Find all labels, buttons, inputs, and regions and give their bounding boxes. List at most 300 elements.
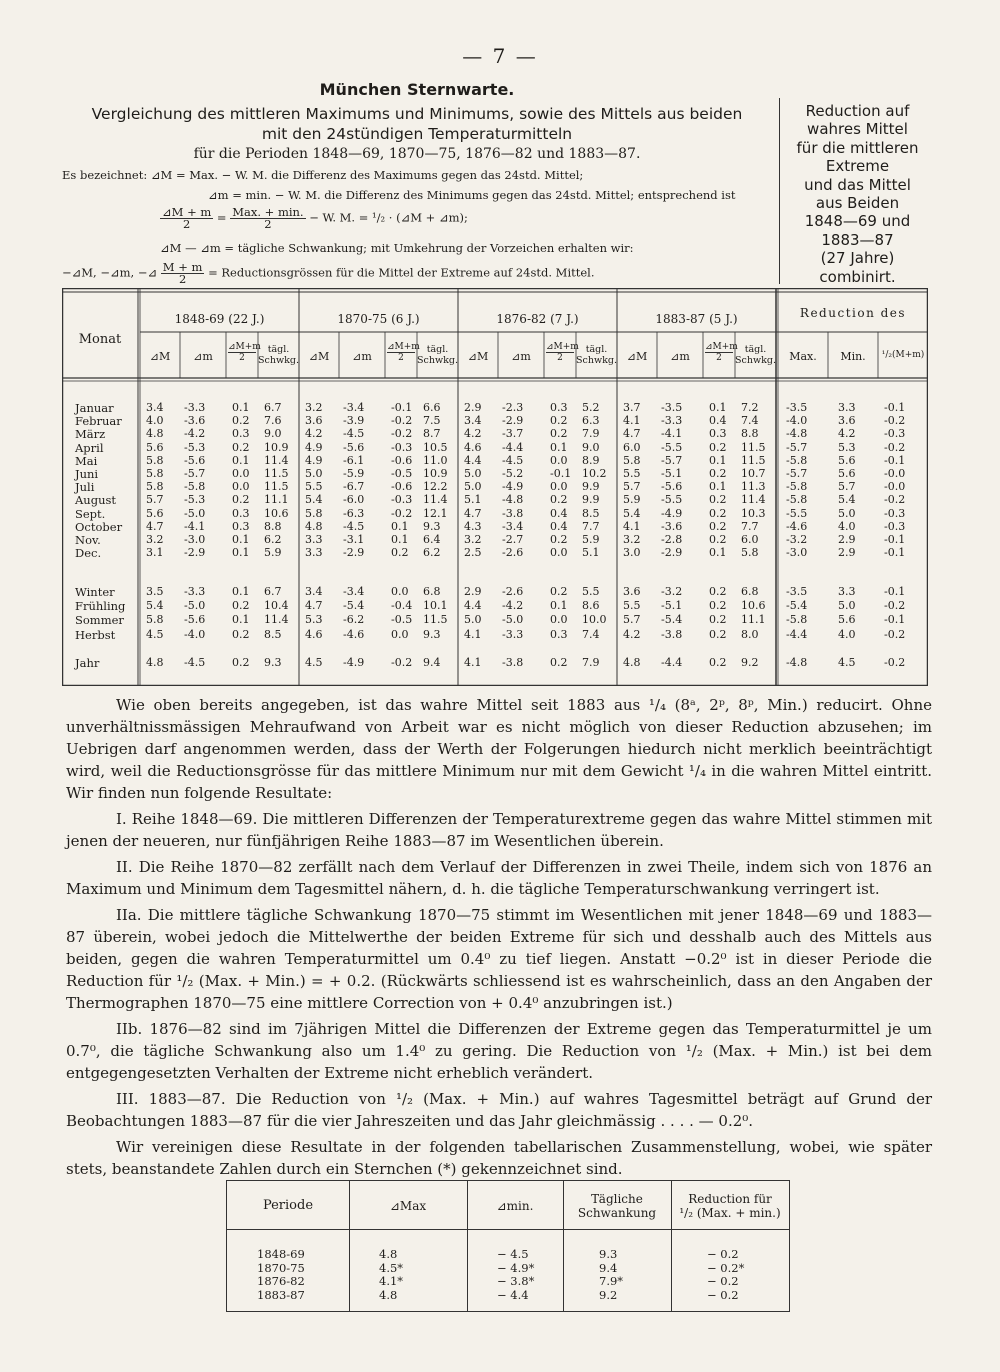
table-cell: 0.2 [709,585,727,598]
table-cell: 5.6 [146,506,164,520]
table-cell: -0.2 [884,414,906,428]
summary-cell: 4.5* [379,1260,404,1275]
table-cell: -3.7 [502,427,524,441]
table-cell: -0.1 [884,453,906,467]
table-cell: 6.7 [264,401,282,414]
table-cell: 0.0 [232,467,250,480]
sidebox-line: combinirt. [819,267,896,286]
table-cell: 3.7 [623,401,641,414]
table-cell: 0.0 [391,585,409,598]
table-row [62,427,928,441]
table-cell: 5.2 [582,401,600,414]
table-cell: -5.0 [184,506,206,520]
table-cell: 0.3 [550,627,568,641]
table-cell: 9.4 [423,656,441,669]
table-cell: 9.9 [582,493,600,507]
table-cell: -0.3 [884,427,906,441]
table-cell: 10.4 [264,599,289,613]
table-cell: -5.5 [786,506,808,520]
subheader-dmin: ⊿m [670,350,690,363]
table-cell: -5.4 [343,599,365,613]
table-cell: 0.1 [550,440,568,454]
table-cell: -0.2 [884,440,906,454]
table-cell: 3.4 [464,414,482,428]
summary-header-reduction: Reduction für ¹/₂ (Max. + min.) [679,1192,781,1220]
table-cell: 0.2 [709,613,727,627]
table-row [62,507,928,521]
table-cell: -6.3 [343,506,365,520]
table-cell: 5.3 [838,440,856,454]
table-cell: -0.5 [391,467,413,480]
table-cell: 5.5 [582,585,600,598]
subheader-dmax: ⊿M [149,350,171,363]
legend-line-4: ⊿M — ⊿m = tägliche Schwankung; mit Umkehrung der Vorzeichen erhalten wir: [160,241,634,255]
table-cell: 7.5 [423,414,441,428]
table-cell: 3.3 [838,401,856,414]
table-cell: 0.1 [232,401,250,414]
header-divider [779,98,780,284]
table-cell: -3.6 [184,414,206,428]
table-cell: 0.2 [550,533,568,546]
table-cell: 4.1 [623,414,641,428]
row-label: März [75,427,106,442]
subtitle-line-1: Vergleichung des mittleren Maximums und Minimums, sowie des Mittels aus beiden [91,105,743,123]
table-cell: -0.2 [884,599,906,613]
table-cell: -5.7 [184,467,206,480]
table-cell: 0.2 [232,599,250,613]
table-cell: 4.9 [305,440,323,454]
table-cell: -0.2 [391,506,413,520]
table-cell: 4.0 [838,519,856,533]
table-cell: 8.8 [741,427,759,441]
table-cell: -0.1 [884,546,906,560]
table-cell: 0.3 [709,427,727,441]
table-cell: -2.9 [184,546,206,560]
table-row [62,493,928,507]
table-cell: 5.7 [146,493,164,507]
text-body [66,694,932,1180]
table-cell: 5.3 [305,613,323,627]
table-cell: 6.3 [582,414,600,428]
table-cell: 0.1 [709,453,727,467]
table-cell: -5.4 [786,599,808,613]
table-cell: 8.0 [741,627,759,641]
table-cell: -4.1 [184,519,206,533]
row-label: Juni [75,467,99,481]
table-cell: 11.3 [741,480,766,494]
table-row [62,401,928,415]
legend-line-1: Es bezeichnet: ⊿M = Max. − W. M. die Differenz des Maximums gegen das 24std. Mittel; [62,168,584,182]
table-cell: -4.8 [786,656,808,669]
table-cell: 9.3 [423,627,441,641]
table-cell: -3.4 [343,585,365,598]
table-cell: 0.2 [550,427,568,441]
table-cell: 4.7 [464,506,482,520]
summary-cell: 4.8 [379,1247,398,1261]
table-cell: 0.2 [709,599,727,613]
table-cell: 3.2 [623,533,641,546]
sidebox-line: Reduction auf [805,102,910,120]
table-row [62,467,928,481]
table-cell: -3.5 [786,585,808,598]
table-cell: 11.1 [741,613,766,627]
text-paragraph: I. Reihe 1848—69. Die mittleren Differenzen der Temperaturextreme gegen das wahre Mittel stimmen mit jenen der neueren, nur fünfjährigen Reihe 1883—87 im Wesentlichen überein. [66,810,932,850]
row-label: Februar [75,414,122,429]
table-cell: 6.2 [264,533,282,546]
table-cell: -4.5 [184,656,206,669]
summary-cell: − 0.2* [707,1260,745,1275]
table-cell: -5.8 [786,480,808,494]
table-row [62,533,928,547]
row-label: Sept. [75,506,106,521]
table-cell: 0.2 [709,656,727,669]
table-cell: 0.2 [391,546,409,560]
table-cell: -3.5 [786,401,808,414]
table-cell: -4.0 [786,414,808,428]
table-cell: 6.0 [741,533,759,546]
row-label: Frühling [75,599,126,614]
table-cell: -3.5 [661,401,683,414]
table-cell: 4.4 [464,599,482,613]
subheader-half-sum: ⊿M+m 2 [546,342,579,363]
table-cell: 0.2 [709,440,727,454]
table-cell: -4.5 [502,453,524,467]
summary-cell: − 4.4 [497,1287,529,1302]
table-cell: 6.8 [423,585,441,598]
table-cell: 10.6 [741,599,766,613]
table-cell: 11.5 [264,467,289,480]
row-label: Winter [75,585,115,599]
table-cell: 0.2 [550,585,568,598]
subheader-schwankung: tägl. Schwkg. [735,344,776,366]
table-cell: 4.2 [838,427,856,441]
table-cell: 12.1 [423,506,448,520]
table-cell: 0.2 [232,440,250,454]
table-cell: -4.4 [661,656,683,669]
table-cell: -3.9 [343,414,365,428]
table-row [62,441,928,455]
table-cell: -2.7 [502,533,524,546]
table-cell: 10.7 [741,467,766,480]
table-cell: 0.0 [550,546,568,560]
table-cell: 5.8 [741,546,759,560]
table-cell: -4.5 [343,519,365,533]
table-cell: 9.3 [264,656,282,669]
table-cell: 7.4 [741,414,759,428]
table-cell: -0.1 [391,401,413,414]
summary-cell: − 4.5 [497,1247,529,1261]
subheader-dmax: ⊿M [626,350,648,363]
table-cell: 4.5 [838,656,856,669]
table-cell: 4.7 [146,519,164,533]
table-cell: 6.8 [741,585,759,598]
table-cell: -5.7 [786,440,808,454]
table-cell: -6.1 [343,453,365,467]
table-cell: 10.9 [264,440,289,454]
table-cell: -5.7 [661,453,683,467]
table-row [62,585,928,599]
table-cell: 11.4 [264,453,289,467]
table-cell: -3.0 [184,533,206,546]
table-cell: 0.2 [550,414,568,428]
table-cell: 5.4 [838,493,856,507]
table-cell: 5.6 [838,467,856,480]
table-cell: -3.2 [661,585,683,598]
table-cell: 4.0 [838,627,856,641]
table-cell: -5.8 [786,493,808,507]
table-cell: 5.6 [838,453,856,467]
table-cell: -0.2 [884,656,906,669]
table-cell: 7.9 [582,656,600,669]
table-cell: 4.5 [146,627,164,641]
table-cell: -5.4 [661,613,683,627]
table-cell: -4.6 [343,627,365,641]
table-cell: 0.1 [391,519,409,533]
table-cell: -4.9 [343,656,365,669]
table-cell: 4.2 [623,627,641,641]
table-cell: 9.0 [264,427,282,441]
table-cell: 5.9 [623,493,641,507]
table-cell: 0.0 [391,627,409,641]
table-cell: 0.1 [232,546,250,560]
row-label: Januar [75,401,114,415]
table-cell: 4.9 [305,453,323,467]
table-cell: 3.3 [838,585,856,598]
table-cell: 5.5 [623,599,641,613]
table-cell: 8.8 [264,519,282,533]
table-cell: 3.1 [146,546,164,560]
table-cell: 0.2 [232,656,250,669]
subheader-half-sum: ⊿M+m 2 [228,342,261,363]
table-cell: 8.7 [423,427,441,441]
table-cell: -0.0 [884,467,906,480]
table-cell: -4.9 [661,506,683,520]
table-cell: 5.0 [464,613,482,627]
table-cell: -4.9 [502,480,524,494]
sidebox-line: und das Mittel [804,175,911,194]
table-cell: 4.3 [464,519,482,533]
table-cell: 4.1 [464,656,482,669]
table-cell: 6.0 [623,440,641,454]
table-cell: -0.1 [550,467,572,480]
col-header-period: 1870-75 (6 J.) [337,312,420,326]
table-cell: 3.3 [305,533,323,546]
table-cell: 0.2 [709,533,727,546]
table-cell: -4.4 [786,627,808,641]
sidebox-line: 1883—87 [821,230,894,249]
text-paragraph: IIa. Die mittlere tägliche Schwankung 1870—75 stimmt im Wesentlichen mit jener 1848—69 und 1883—87 überein, wobei jedoch die Mittelwerthe der beiden Extreme für sich und desshalb auch des Mittels aus beiden, gegen die wahren Temperaturmittel um 0.4⁰ zu tief liegen. Anstatt −0.2⁰ ist in dieser Periode die Reduction für ¹/₂ (Max. + Min.) = + 0.2. (Rückwärts schliessend ist es wahrscheinlich, dass an den Angaben der Thermographen 1870—75 eine mittlere Correction von + 0.4⁰ anzubringen ist.) [66,906,932,1012]
table-cell: 4.5 [305,656,323,669]
table-cell: 3.6 [305,414,323,428]
summary-cell: 1883-87 [257,1287,305,1302]
table-cell: -0.1 [884,613,906,627]
subheader-half-sum: ⊿M+m 2 [705,342,738,363]
table-cell: 3.4 [305,585,323,598]
subheader-reduction: Min. [840,350,866,363]
summary-header-dmax: ⊿Max [389,1199,427,1213]
table-cell: 0.3 [232,519,250,533]
summary-cell: − 0.2 [707,1287,739,1302]
table-cell: 0.1 [391,533,409,546]
table-cell: 0.2 [709,627,727,641]
table-cell: 6.4 [423,533,441,546]
legend-line-2: ⊿m = min. − W. M. die Differenz des Minimums gegen das 24std. Mittel; entsprechend ist [208,188,736,202]
table-cell: -4.8 [502,493,524,507]
table-cell: 7.6 [264,414,282,428]
sidebox-line: für die mittleren [796,138,919,157]
table-cell: 9.3 [423,519,441,533]
table-cell: 6.2 [423,546,441,560]
summary-header-dmin: ⊿min. [496,1199,534,1213]
table-cell: 5.8 [623,453,641,467]
sidebox-line: aus Beiden [815,194,900,213]
sidebox-line: (27 Jahre) [820,249,895,268]
subtitle-line-2: mit den 24stündigen Temperaturmitteln [261,125,573,143]
table-subtitle [62,104,772,144]
table-cell: 4.0 [146,414,164,428]
table-cell: -5.5 [661,493,683,507]
table-cell: 0.1 [232,533,250,546]
table-cell: 12.2 [423,480,448,494]
row-label: Sommer [75,613,124,628]
table-cell: 0.2 [232,414,250,428]
col-header-period: 1848-69 (22 J.) [174,312,265,326]
table-cell: 9.9 [582,480,600,494]
table-cell: 5.0 [305,467,323,480]
table-cell: 0.0 [550,613,568,627]
table-cell: 11.5 [741,440,766,454]
sidebox-line: 1848—69 und [804,212,911,231]
table-cell: 2.5 [464,546,482,560]
table-cell: 3.2 [305,401,323,414]
table-cell: -2.8 [661,533,683,546]
table-cell: -3.8 [502,506,524,520]
table-cell: 0.4 [709,414,727,428]
table-cell: -4.0 [184,627,206,641]
table-cell: -0.2 [884,493,906,507]
table-cell: -0.6 [391,453,413,467]
table-row [62,599,928,613]
table-cell: 5.5 [623,467,641,480]
summary-header-rule [227,1229,789,1230]
table-cell: 10.2 [582,467,607,480]
summary-cell: 4.1* [379,1274,404,1288]
legend-line-3: $\frac{⊿M + m}{2}$ = $\frac{\text{Max. + min.}}{2}$ − W. M. = ¹/₂ · (⊿M + ⊿m); [162,205,468,231]
page-title: München Sternwarte. [319,80,515,99]
table-cell: -6.2 [343,613,365,627]
table-cell: -0.4 [391,599,413,613]
summary-cell: 9.4 [599,1260,618,1275]
table-cell: 7.4 [582,627,600,641]
table-cell: 0.2 [550,493,568,507]
table-cell: 11.5 [423,613,448,627]
table-cell: 4.1 [464,627,482,641]
table-cell: 8.6 [582,599,600,613]
table-cell: 2.9 [838,546,856,560]
table-cell: -3.3 [502,627,524,641]
table-cell: -5.6 [184,613,206,627]
table-cell: 2.9 [464,585,482,598]
table-cell: 3.0 [623,546,641,560]
table-cell: 0.4 [550,506,568,520]
table-cell: -0.2 [391,656,413,669]
table-cell: -3.0 [786,546,808,560]
table-cell: 2.9 [838,533,856,546]
summary-cell: − 0.2 [707,1247,739,1261]
table-cell: 4.6 [464,440,482,454]
summary-cell: 9.2 [599,1287,618,1302]
table-cell: -0.3 [391,440,413,454]
summary-cell: 1870-75 [257,1260,305,1275]
table-cell: 5.8 [146,613,164,627]
table-row [62,480,928,494]
table-cell: -0.3 [884,506,906,520]
table-cell: -0.1 [884,401,906,414]
table-cell: 3.2 [464,533,482,546]
table-cell: -0.2 [391,427,413,441]
table-cell: -4.1 [661,427,683,441]
table-cell: 0.4 [550,519,568,533]
table-cell: 7.2 [741,401,759,414]
table-cell: -5.2 [502,467,524,480]
text-paragraph: IIb. 1876—82 sind im 7jährigen Mittel die Differenzen der Extreme gegen das Temperaturmittel je um 0.7⁰, die tägliche Schwankung also um 1.4⁰ zu gering. Die Reduction von ¹/₂ (Max. + Min.) ist bei dem entgegengesetzten Verhalten der Extreme nicht erheblich verändert. [66,1020,932,1082]
table-row [62,454,928,468]
row-label: Juli [75,480,95,495]
table-cell: 10.5 [423,440,448,454]
table-cell: 2.9 [464,401,482,414]
table-cell: 3.6 [623,585,641,598]
table-cell: -0.1 [884,533,906,546]
table-cell: 5.0 [464,480,482,494]
table-cell: 0.3 [232,427,250,441]
table-row [62,520,928,534]
sidebox-line: Extreme [825,157,890,176]
table-cell: -6.7 [343,480,365,494]
table-cell: 5.6 [838,613,856,627]
table-cell: 0.1 [232,613,250,627]
col-header-period: 1876-82 (7 J.) [496,312,579,326]
table-cell: 11.5 [741,453,766,467]
table-cell: -3.2 [786,533,808,546]
table-cell: 0.2 [232,493,250,507]
table-cell: 10.1 [423,599,448,613]
table-cell: 5.7 [838,480,856,494]
subheader-reduction: Max. [789,350,817,363]
table-cell: 0.2 [709,506,727,520]
summary-cell: 1848-69 [257,1247,305,1261]
table-cell: 11.0 [423,453,448,467]
table-cell: 5.8 [146,467,164,480]
legend-line-5: −⊿M, −⊿m, −⊿ $\frac{M + m}{2}$ = Reductionsgrössen für die Mittel der Extreme auf 24std. Mittel. [62,260,595,286]
subheader-schwankung: tägl. Schwkg. [258,344,299,366]
table-cell: -2.3 [502,401,524,414]
table-cell: -5.8 [184,480,206,494]
table-cell: 0.0 [550,480,568,494]
table-cell: 5.4 [305,493,323,507]
table-cell: -0.5 [391,613,413,627]
table-cell: -5.0 [184,599,206,613]
table-cell: 5.4 [146,599,164,613]
table-cell: 0.2 [550,656,568,669]
summary-table [226,1180,790,1312]
table-cell: 4.8 [146,656,164,669]
table-cell: 4.2 [305,427,323,441]
table-cell: 9.2 [741,656,759,669]
table-cell: -4.8 [786,427,808,441]
row-label: Nov. [75,533,101,547]
table-cell: 0.1 [709,480,727,494]
summary-cell: 9.3 [599,1247,618,1261]
